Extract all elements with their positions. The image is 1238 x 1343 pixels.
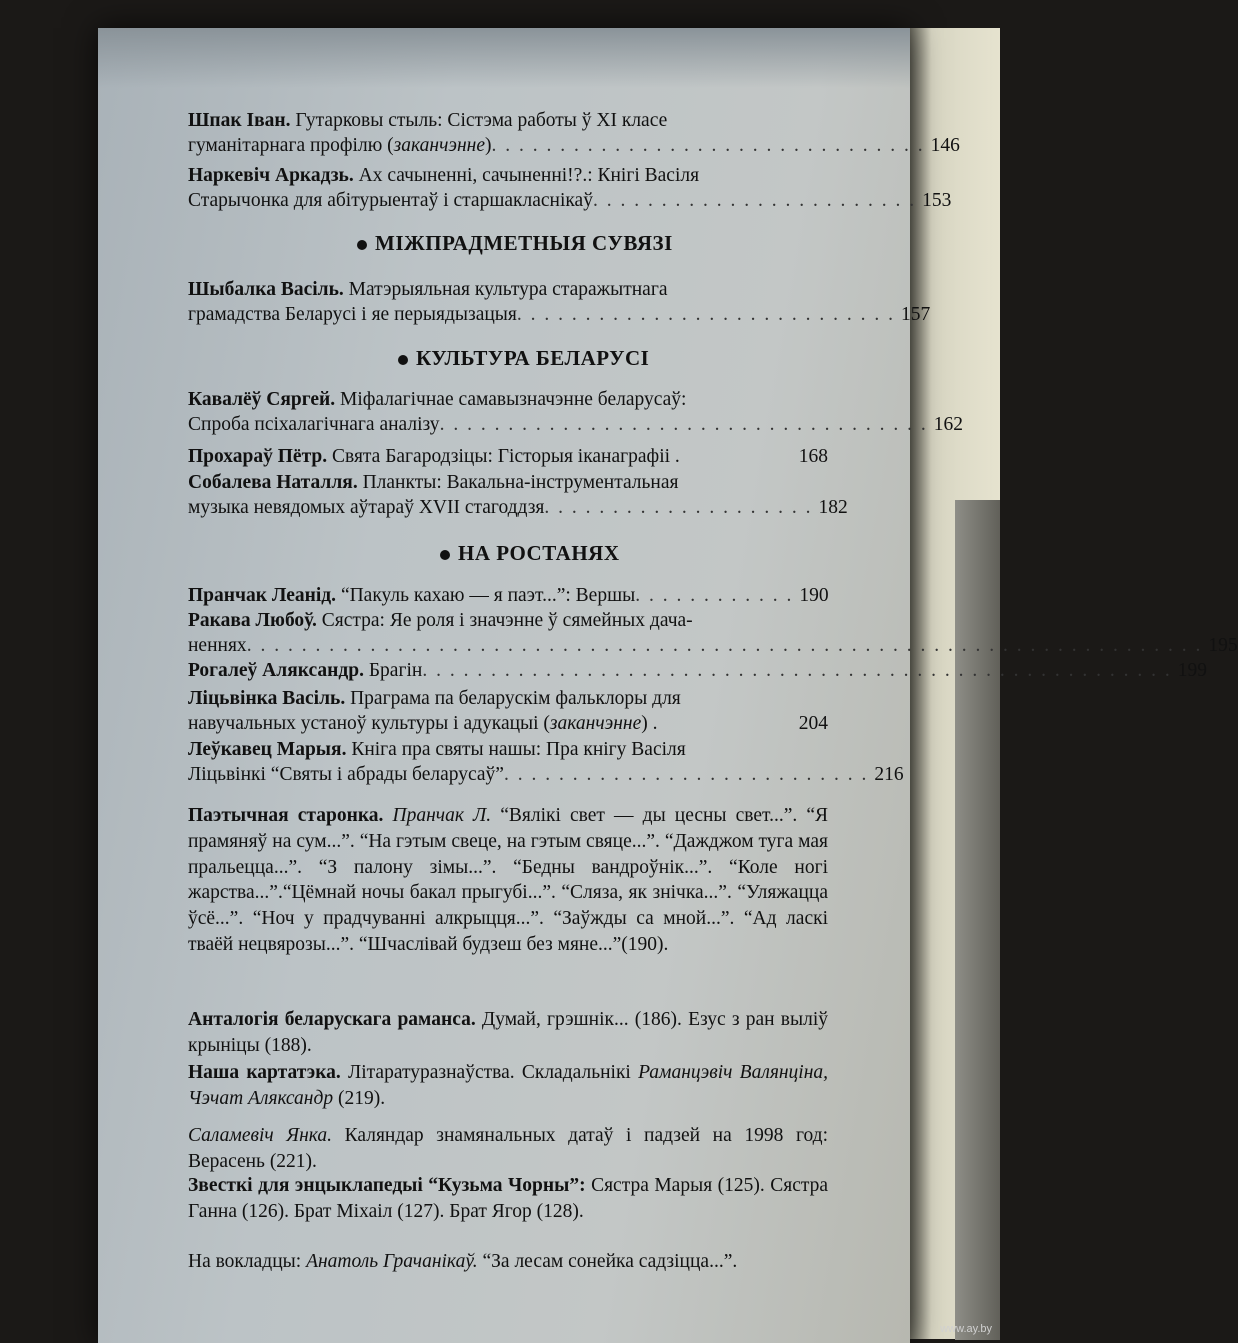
rubric-author: Саламевіч Янка. <box>188 1125 333 1146</box>
entry-title: Свята Багародзіцы: Гісторыя іканаграфіі . <box>331 446 680 467</box>
toc-entry-sobaleva <box>188 470 848 520</box>
card-index-paragraph <box>188 1060 828 1112</box>
entry-title: Сястра: Яе роля і значэнне ў сямейных дача- <box>321 610 693 631</box>
entry-title: Міфалагічнае самавызначэнне беларусаў: <box>340 389 687 410</box>
anthology-paragraph <box>188 1007 828 1059</box>
dot-leader: . . . . . . . . . . . . . . . . . . . . . . . . <box>592 190 917 211</box>
toc-entry-rogaleu <box>188 658 1207 683</box>
section-heading-culture <box>398 346 649 371</box>
toc-entry-litsvinka <box>188 686 828 736</box>
entry-author: Собалева Наталля. <box>188 472 358 493</box>
dot-leader: . . . . . . . . . . . . . . . . . . . . . . . . . . . <box>503 764 869 785</box>
cover-author: Анатоль Грачанікаў. <box>306 1251 478 1272</box>
rubric-page: (219). <box>337 1087 386 1109</box>
toc-entry-rakava <box>188 608 1238 658</box>
page-number: 168 <box>798 446 828 467</box>
entry-title: Брагін <box>368 660 423 681</box>
dot-leader <box>658 711 765 736</box>
dot-leader: . . . . . . . . . . . . . . . . . . . . . . . . . . . . <box>516 304 895 325</box>
bullet-icon <box>440 550 450 560</box>
rubric-text: Каляндар знамянальных датаў і падзей на 1998 год: Верасень (221). <box>188 1125 828 1172</box>
entry-title: Гутарковы стыль: Сістэма работы ў XI класе <box>295 110 668 131</box>
entry-title: Планкты: Вакальна-інструментальная <box>362 472 679 493</box>
cover-text: “За лесам сонейка садзіцца...”. <box>482 1251 738 1272</box>
entry-title-cont: неннях <box>188 635 247 656</box>
entry-author: Наркевіч Аркадзь. <box>188 165 354 186</box>
entry-title: “Пакуль кахаю — я паэт...”: Вершы <box>340 585 636 606</box>
entry-title-cont: Старычонка для абітурыентаў і старшакласнікаў <box>188 190 593 211</box>
page-number: 199 <box>1177 660 1207 681</box>
dot-leader <box>680 444 764 469</box>
cover-paragraph <box>188 1249 828 1275</box>
entry-author: Прохараў Пётр. <box>188 446 328 467</box>
rubric-heading: Паэтычная старонка. <box>188 805 384 826</box>
dot-leader: . . . . . . . . . . . . . . . . . . . . . . . . . . . . . . . . . . . . . . . . . . . . . . . . . . . . . . . . . . . . . . . . . . . . . . <box>246 635 1203 656</box>
entry-title-cont: Ліцьвінкі “Святы і абрады беларусаў” <box>188 764 504 785</box>
page-number: 182 <box>818 497 848 518</box>
page-number: 153 <box>922 190 952 211</box>
entry-title-cont: Спроба псіхалагічнага аналізу <box>188 414 440 435</box>
dot-leader: . . . . . . . . . . . . . . . . . . . . <box>544 497 813 518</box>
encyclopedia-paragraph <box>188 1173 828 1225</box>
rubric-compilers: Раманцэвіч Валянціна, Чэчат Аляксандр <box>188 1062 829 1109</box>
watermark: www.ay.by <box>940 1323 992 1335</box>
entry-title: Праграма па беларускім фальклоры для <box>350 688 681 709</box>
entry-author: Кавалёў Сяргей. <box>188 389 336 410</box>
entry-title-cont: навучальных устаноў культуры і адукацыі ( <box>188 713 550 734</box>
entry-title: Ах сачыненні, сачыненні!?.: Кнігі Васіля <box>358 165 700 186</box>
rubric-text: “Вялікі свет — ды цесны свет...”. “Я прамяняў на сум...”. “На гэтым свеце, на гэтым свяце...”. “Дажджом туга мая пральецца...”. “З палону зімы...”. “Бедны вандроўнік...”. “Коле ногі жарства...”.“Цёмнай ночы бакал прыгубі...”. “Сляза, як знічка...”. “Уляжацца ўсё...”. “Ноч у прадчуванні алкрыцця...”. “Заўжды са мной...”. “Ад ласкі тваёй нецвярозы...”. “Шчаслівай будзеш без мяне...”(190). <box>188 805 829 955</box>
toc-entry-pranchak <box>188 583 828 608</box>
toc-entry-narkevich <box>188 163 952 213</box>
rubric-text: Думай, грэшнік... (186). Езус з ран выліў крыніцы (188). <box>188 1009 829 1056</box>
entry-author: Ліцьвінка Васіль. <box>188 688 346 709</box>
page-number: 190 <box>799 585 829 606</box>
poetic-page-paragraph <box>188 803 828 958</box>
dot-leader: . . . . . . . . . . . . <box>635 585 794 606</box>
page-shading <box>98 28 910 88</box>
entry-author: Рогалеў Аляксандр. <box>188 660 364 681</box>
toc-entry-shybalka <box>188 277 931 327</box>
page-number: 162 <box>933 414 963 435</box>
entry-author: Ракава Любоў. <box>188 610 317 631</box>
entry-title: Матэрыяльная культура старажытнага <box>348 279 668 300</box>
rubric-author: Пранчак Л. <box>392 805 492 826</box>
page-number: 195 <box>1208 635 1238 656</box>
entry-title-italic: заканчэнне <box>549 713 642 734</box>
entry-title-italic: заканчэнне <box>393 135 485 156</box>
page-number: 146 <box>930 135 960 156</box>
section-title: НА РОСТАНЯХ <box>458 541 620 565</box>
entry-author: Шыбалка Васіль. <box>188 279 344 300</box>
section-heading-rostani <box>440 541 620 566</box>
dot-leader: . . . . . . . . . . . . . . . . . . . . . . . . . . . . . . . . . . . . <box>439 414 928 435</box>
entry-author: Шпак Іван. <box>188 110 291 131</box>
calendar-paragraph <box>188 1123 828 1175</box>
bullet-icon <box>357 240 367 250</box>
section-title: КУЛЬТУРА БЕЛАРУСІ <box>416 346 650 370</box>
section-heading-interdisciplinary <box>357 231 673 256</box>
dot-leader: . . . . . . . . . . . . . . . . . . . . . . . . . . . . . . . . <box>491 135 925 156</box>
cover-label: На вокладцы: <box>188 1251 302 1272</box>
page-number: 157 <box>901 304 931 325</box>
toc-entry-kavaleu <box>188 387 963 437</box>
section-title: МІЖПРАДМЕТНЫЯ СУВЯЗІ <box>375 231 673 255</box>
rubric-heading: Звесткі для энцыклапедыі “Кузьма Чорны”: <box>188 1175 586 1196</box>
entry-title-cont: музыка невядомых аўтараў XVII стагоддзя <box>188 497 545 518</box>
toc-entry-prokharau <box>188 444 828 469</box>
rubric-heading: Анталогія беларускага раманса. <box>188 1009 476 1030</box>
page-number: 204 <box>798 713 828 734</box>
entry-title-cont: гуманітарнага профілю ( <box>188 135 394 156</box>
rubric-text: Сястра Марыя (125). Сястра Ганна (126). Брат Міхаіл (127). Брат Ягор (128). <box>188 1175 829 1222</box>
entry-author: Леўкавец Марыя. <box>188 739 347 760</box>
toc-entry-shpak <box>188 108 960 158</box>
entry-title-end: ) <box>484 135 492 156</box>
toc-entry-leukavets <box>188 737 904 787</box>
entry-title-end: ) . <box>641 713 658 734</box>
entry-author: Пранчак Леанід. <box>188 585 337 606</box>
rubric-text: Літаратуразнаўства. Складальнікі <box>348 1062 631 1083</box>
entry-title: Кніга пра святы нашы: Пра кнігу Васіля <box>351 739 686 760</box>
facing-page-photo <box>955 500 1000 1340</box>
page-number: 216 <box>874 764 904 785</box>
bullet-icon <box>398 355 408 365</box>
entry-title-cont: грамадства Беларусі і яе перыядызацыя <box>188 304 517 325</box>
rubric-heading: Наша картатэка. <box>188 1062 341 1083</box>
dot-leader: . . . . . . . . . . . . . . . . . . . . . . . . . . . . . . . . . . . . . . . . . . . . . . . . . . . . . . . <box>422 660 1172 681</box>
